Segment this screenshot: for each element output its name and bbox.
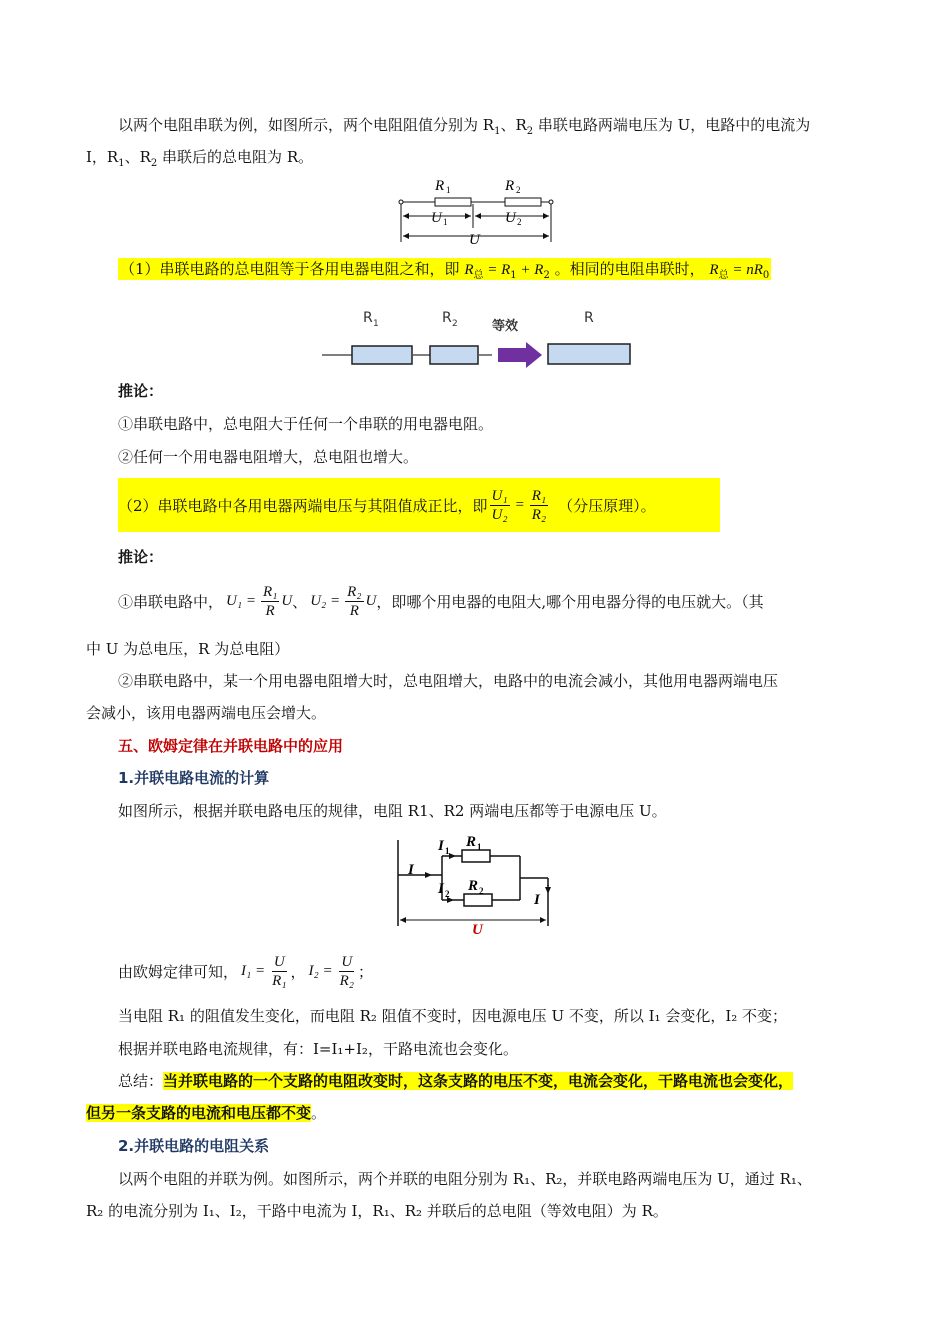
svg-text:1: 1: [445, 846, 450, 856]
svg-text:2: 2: [516, 185, 521, 195]
parallel-current-rule: 根据并联电路电流规律，有：I=I₁+I₂，干路电流也会变化。: [118, 1040, 518, 1058]
series-circuit-figure: [395, 172, 560, 252]
fig3-i1-label: I: [438, 838, 444, 854]
inference-2-item-1: ①串联电路中， U₁ = $\frac{\text{R₁}}{R}$ U 、 U₂ = $\frac{\text{R₂}}{R}$ U ，即哪个用电器的电阻大,哪个用电器分得的电压就大。（其: [118, 583, 764, 619]
fig3-main-current-right: I: [534, 892, 540, 908]
inference-2-item-2-cont: 会减小，该用电器两端电压会增大。: [86, 704, 327, 722]
svg-text:1: 1: [477, 842, 482, 852]
fig1-u2-label: U: [505, 210, 516, 226]
parallel-circuit-figure: [392, 830, 562, 940]
parallel-resistance-intro-1: 以两个电阻的并联为例。如图所示，两个并联的电阻分别为 R₁、R₂，并联电路两端电压为 U，通过 R₁、: [118, 1170, 812, 1188]
section-5-title: 五、欧姆定律在并联电路中的应用: [118, 737, 344, 755]
fig3-i2-label: I: [438, 881, 444, 897]
svg-text:2: 2: [445, 889, 450, 899]
fig3-u-label: U: [472, 922, 483, 938]
equivalent-resistance-figure: [320, 300, 640, 375]
svg-text:1: 1: [443, 217, 448, 227]
inference-title-1: 推论：: [118, 382, 164, 400]
fig2-resistor-r1: [352, 346, 412, 364]
svg-text:2: 2: [517, 217, 522, 227]
svg-text:1: 1: [373, 319, 379, 329]
summary-line-2: 但另一条支路的电流和电压都不变。: [86, 1104, 327, 1122]
fig2-resistor-r2: [430, 346, 478, 364]
fig3-main-current-left: I: [408, 862, 414, 878]
parallel-intro: 如图所示，根据并联电路电压的规律，电阻 R1、R2 两端电压都等于电源电压 U。: [118, 802, 667, 820]
inference-2-item-2: ②串联电路中，某一个用电器电阻增大时，总电阻增大，电路中的电流会减小，其他用电器两端电压: [118, 672, 779, 690]
para-series-intro-1: 以两个电阻串联为例，如图所示，两个电阻阻值分别为 $R_1$、$R_2$ 串联电路两端电压为 U，电路中的电流为: [118, 116, 811, 137]
series-resistance-rule: （1）串联电路的总电阻等于各用电器电阻之和，即 $R_总 = R_1 + R_2$ 。相同的电阻串联时， $R_总 = nR_0$: [120, 260, 770, 281]
para-series-intro-2: I，$R_1$、$R_2$ 串联后的总电阻为 R。: [86, 148, 314, 169]
fig1-r2-label: R: [505, 178, 515, 194]
fig2-r2-label: R: [442, 310, 452, 326]
inference-1-item-1: ①串联电路中，总电阻大于任何一个串联的用电器电阻。: [118, 415, 494, 433]
summary-line-1: 总结：当并联电路的一个支路的电阻改变时，这条支路的电压不变，电流会变化，干路电流也会变化，: [118, 1072, 794, 1090]
fig3-r1-label: R: [466, 834, 477, 850]
svg-text:2: 2: [452, 319, 458, 329]
inference-1-item-2: ②任何一个用电器电阻增大，总电阻也增大。: [118, 448, 419, 466]
voltage-divider-rule: （2）串联电路中各用电器两端电压与其阻值成正比，即 $\frac{\text{U₁}}{\text{U₂}}$ = $\frac{\text{R₁}}{\text{R₂}}$ （分压原理）。: [118, 478, 720, 532]
subsection-2-title: 2.并联电路的电阻关系: [118, 1137, 270, 1155]
equivalent-arrow-icon: [498, 342, 542, 368]
branch-change-text: 当电阻 R₁ 的阻值发生变化，而电阻 R₂ 阻值不变时，因电源电压 U 不变，所以 I₁ 会变化，I₂ 不变；: [118, 1007, 788, 1025]
fig1-r1-label: R: [435, 178, 445, 194]
inference-2-item-1-cont: 中 U 为总电压，R 为总电阻）: [86, 640, 290, 658]
fig2-arrow-label: 等效: [492, 319, 519, 334]
fig1-u-label: U: [469, 232, 480, 248]
fig2-r1-label: R: [363, 310, 373, 326]
fig2-resistor-r: [548, 344, 630, 364]
svg-text:1: 1: [446, 185, 451, 195]
inference-title-2: 推论：: [118, 548, 164, 566]
ohm-law-branch-currents: 由欧姆定律可知， I₁ = $\frac{U}{\text{R₁}}$ ， I₂ = $\frac{U}{\text{R₂}}$ ；: [118, 953, 374, 989]
fig3-r2-label: R: [468, 878, 479, 894]
fig2-r-label: R: [584, 310, 594, 326]
subsection-1-title: 1.并联电路电流的计算: [118, 769, 270, 787]
fig1-u1-label: U: [431, 210, 442, 226]
parallel-resistance-intro-2: R₂ 的电流分别为 I₁、I₂，干路中电流为 I，R₁、R₂ 并联后的总电阻（等效电阻）为 R。: [86, 1202, 668, 1220]
svg-text:2: 2: [479, 886, 484, 896]
